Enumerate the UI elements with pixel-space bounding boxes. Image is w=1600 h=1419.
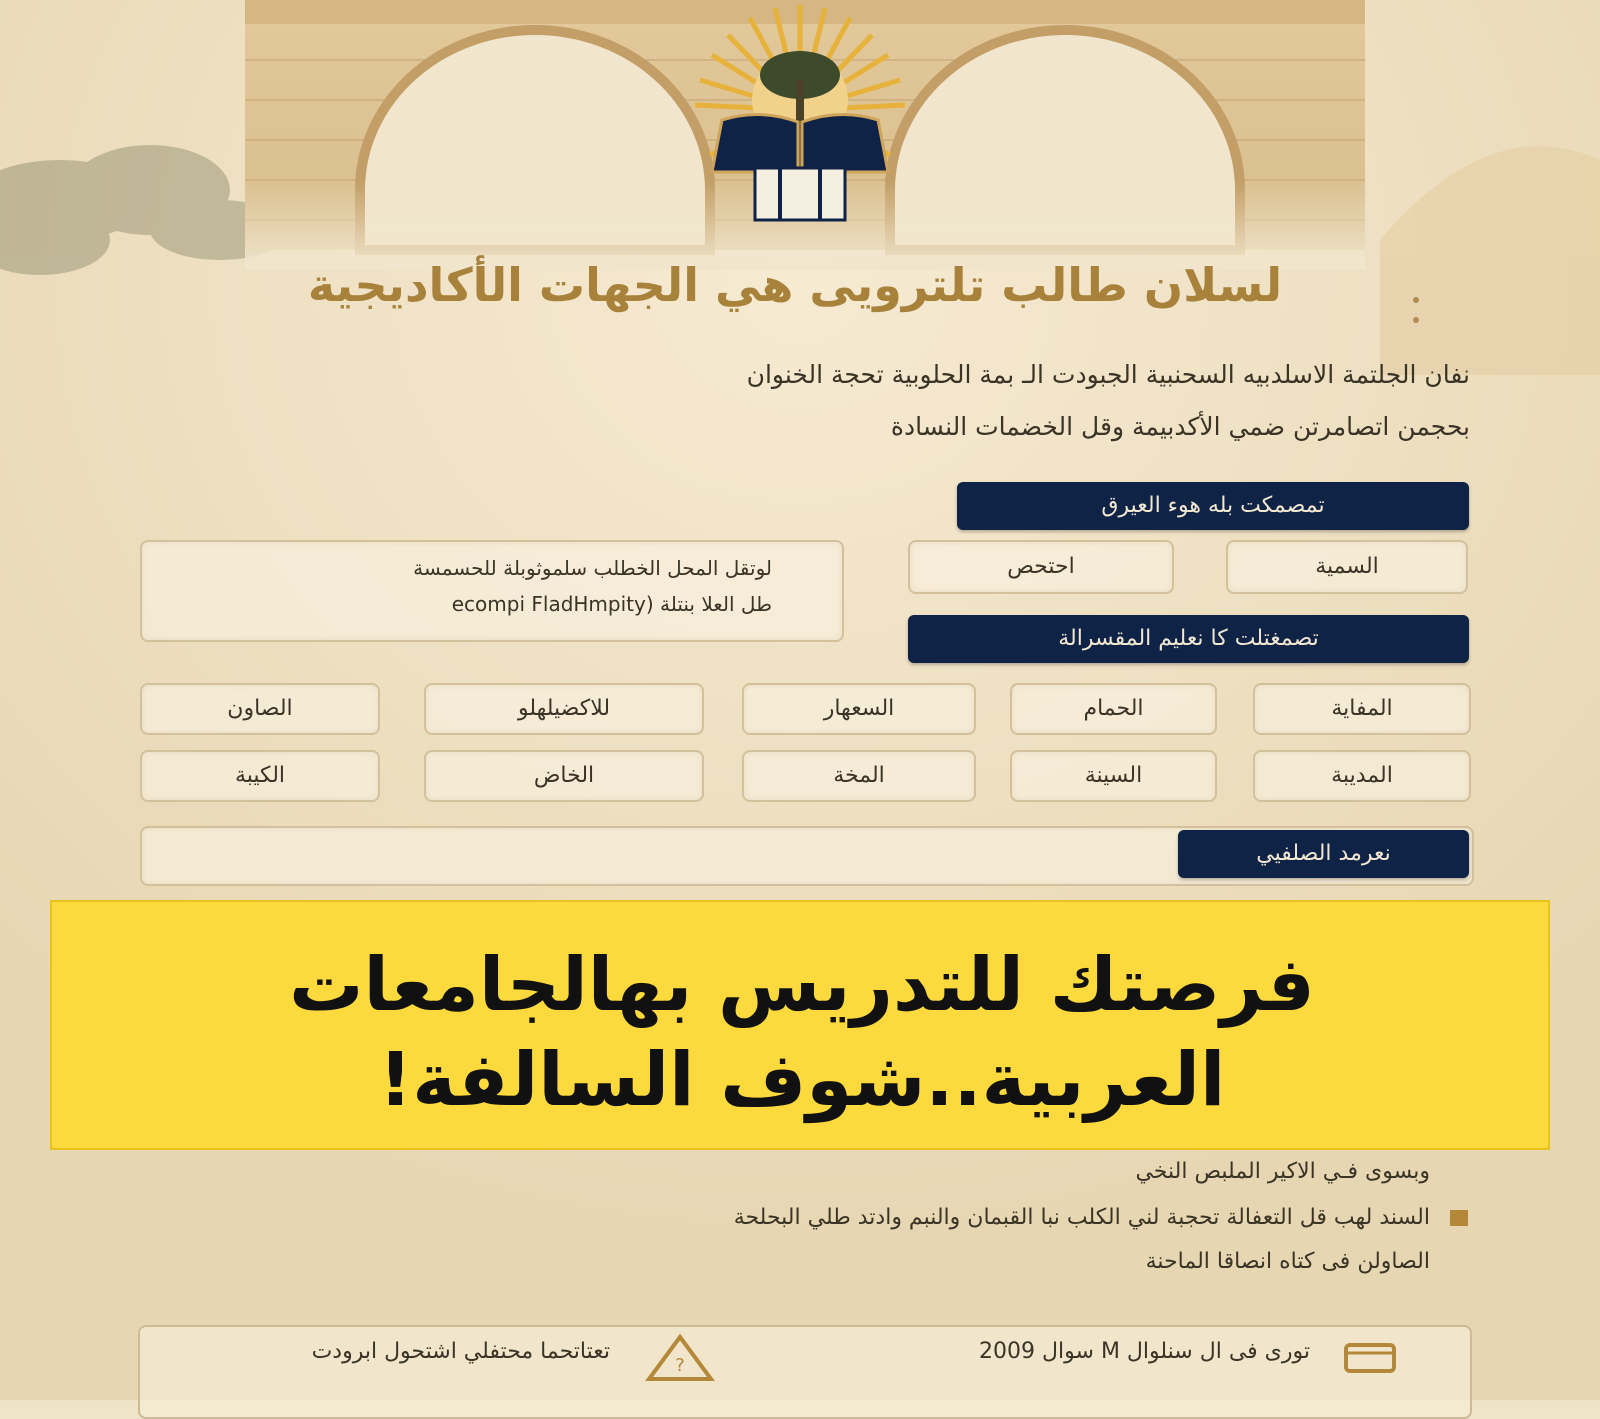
bullet-partial: وبسوى فـي الاكير الملبص النخي (1135, 1159, 1430, 1184)
specialty-item[interactable]: الحمام (1010, 683, 1217, 735)
specialty-item[interactable]: الخاض (424, 750, 704, 802)
intro-line-2: بحجمن اتصامرتن ضمي الأكدبيمة وقل الخضمات النسادة (890, 412, 1470, 441)
info-box-line-1: لوتقل المحل الخطلب سلموثوبلة للحسمسة (413, 556, 772, 580)
specialty-item[interactable]: الكيبة (140, 750, 380, 802)
specialty-item[interactable]: السعهار (742, 683, 976, 735)
banner-line-2: العربية..شوف السالفة! (378, 1037, 1226, 1123)
headline-banner (50, 900, 1550, 1150)
envelope-icon (1340, 1339, 1400, 1375)
footer-right-text: تورى فى ال سنلوال M سوال 2009 (979, 1339, 1310, 1364)
section-label-3: نعرمد الصلفيي (1178, 830, 1469, 878)
option-button-2[interactable]: احتحص (908, 540, 1174, 594)
specialty-item[interactable]: المديبة (1253, 750, 1471, 802)
warning-icon (645, 1333, 715, 1383)
footer-info-box (138, 1325, 1472, 1419)
specialty-item[interactable]: السينة (1010, 750, 1217, 802)
section-label-1: تمصمكت بله هوء العيرق (957, 482, 1469, 530)
specialty-item[interactable]: المفاية (1253, 683, 1471, 735)
info-box-line-2: طل العلا بنتلة (ecompi FladHmpity (451, 592, 772, 616)
specialty-item[interactable]: للاكضيلهلو (424, 683, 704, 735)
info-box (140, 540, 844, 642)
svg-text:?: ? (675, 1355, 685, 1376)
bullet-line-2: الصاولن فى كتاه انصاقا الماحنة (1145, 1249, 1430, 1274)
footer-left-text: تعتاتحما محتفلي اشتحول ابرودت (311, 1339, 610, 1364)
specialty-item[interactable]: الصاون (140, 683, 380, 735)
specialty-item[interactable]: المخة (742, 750, 976, 802)
intro-line-1: نفان الجلتمة الاسلدبيه السحنبية الجبودت الـ بمة الحلوبية تحجة الخنوان (746, 360, 1470, 389)
banner-line-1: فرصتك للتدريس بهالجامعات (289, 942, 1315, 1028)
bullet-line-1: السند لهب قل التعفالة تحجبة لني الكلب نبا القبمان والنبم وادتد طلي البحلحة (733, 1205, 1430, 1230)
option-button-1[interactable]: السمية (1226, 540, 1468, 594)
section-label-2: تصمغتلت كا نعليم المقسرالة (908, 615, 1469, 663)
bullet-item (150, 1196, 1430, 1284)
page-title: لسلان طالب تلترويى هي الجهات الأكاديجية (307, 258, 1283, 312)
bullet-square-icon (1450, 1210, 1468, 1226)
